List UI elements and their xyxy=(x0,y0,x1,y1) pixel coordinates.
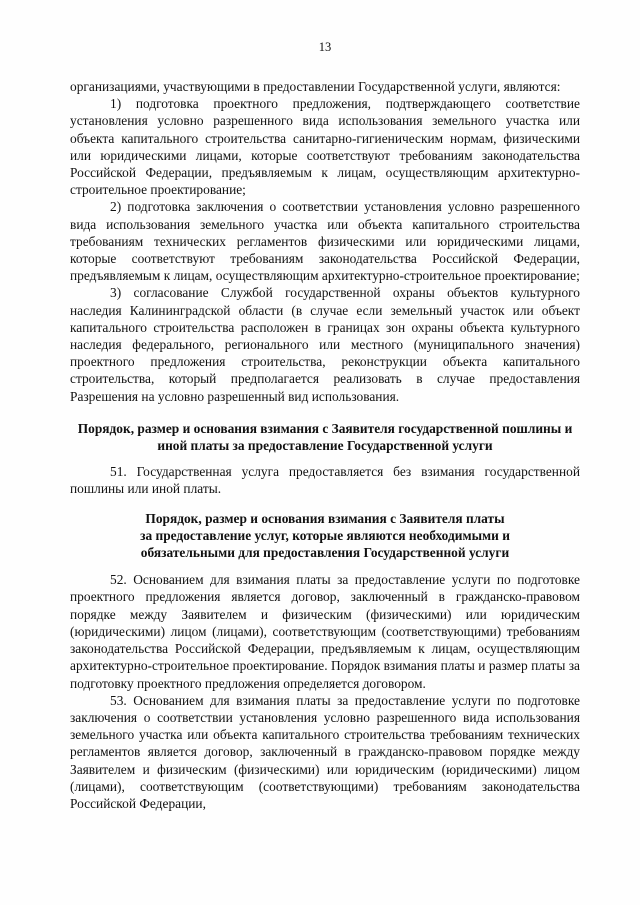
heading-line-3: обязательными для предоставления Государственной услуги xyxy=(140,545,510,561)
list-item-1: 1) подготовка проектного предложения, подтверждающего соответствие установления условно разрешенного вида использования земельного участка или объекта капитального строительства санитарно-гигиеническим нормам, физическими или юридическими лицами, которые соответствуют требованиям законодательства Российской Федерации, предъявляемым к лицам, осуществляющим архитектурно-строительное проектирование; xyxy=(70,96,580,198)
paragraph-53: 53. Основанием для взимания платы за предоставление услуги по подготовке заключения о соответствии установления условно разрешенного вида использования земельного участка или объекта капитального строительства требованиям технических регламентов является договор, заключенный в гражданско-правовом порядке между Заявителем и физическим (физическими) или юридическим (юридическими) лицом (лицами), соответствующим (соответствующими) требованиям законодательства Российской Федерации, xyxy=(70,692,580,811)
heading-line-2: за предоставление услуг, которые являются необходимыми и xyxy=(140,527,510,543)
paragraph-intro: организациями, участвующими в предоставлении Государственной услуги, являются: xyxy=(70,79,561,94)
heading-line-1: Порядок, размер и основания взимания с Заявителя платы xyxy=(145,510,505,526)
section-heading-service-fee xyxy=(70,510,580,562)
document-body xyxy=(70,78,580,812)
paragraph-51: 51. Государственная услуга предоставляется без взимания государственной пошлины или иной платы. xyxy=(70,464,580,497)
page-number: 13 xyxy=(318,40,332,54)
paragraph-52: 52. Основанием для взимания платы за предоставление услуги по подготовке проектного предложения является договор, заключенный в гражданско-правовом порядке между Заявителем и физическим (физическими) или юридическим (юридическими) лицом (лицами), соответствующим (соответствующими) требованиям законодательства Российской Федерации, предъявляемым к лицам, осуществляющим архитектурно-строительное проектирование. Порядок взимания платы и размер платы за подготовку проектного предложения определяется договором. xyxy=(70,572,580,691)
list-item-2: 2) подготовка заключения о соответствии установления условно разрешенного вида использования земельного участка или объекта капитального строительства требованиям технических регламентов физическими или юридическими лицами, которые соответствуют требованиям законодательства Российской Федерации, предъявляемым к лицам, осуществляющим архитектурно-строительное проектирование; xyxy=(70,199,580,284)
list-item-3: 3) согласование Службой государственной охраны объектов культурного наследия Калининградской области (в случае если земельный участок или объект капитального строительства расположен в границах зон охраны объекта культурного наследия федерального, регионального или местного (муниципального значения) проектного предложения строительства, реконструкции объекта капитального строительства, который предполагается реализовать в случае предоставления Разрешения на условно разрешенный вид использования. xyxy=(70,285,580,404)
section-heading-state-fee: Порядок, размер и основания взимания с Заявителя государственной пошлины и иной платы за предоставление Государственной услуги xyxy=(77,420,573,454)
